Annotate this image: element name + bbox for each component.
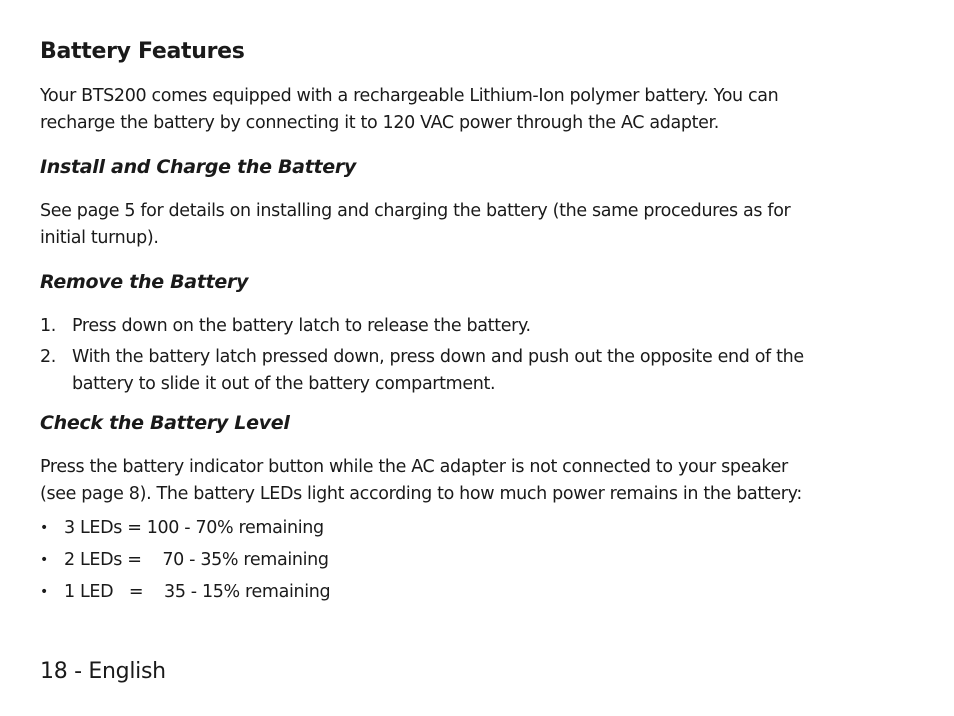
step-number: 2.	[40, 347, 56, 367]
intro-line: Your BTS200 comes equipped with a rechargeable Lithium-Ion polymer battery. You can	[40, 86, 779, 106]
page-title: Battery Features	[40, 39, 245, 64]
install-line: See page 5 for details on installing and charging the battery (the same procedures as for	[40, 201, 791, 221]
bullet-text: 3 LEDs = 100 - 70% remaining	[64, 518, 324, 538]
install-heading: Install and Charge the Battery	[40, 156, 356, 178]
step-text	[72, 344, 912, 398]
step-text	[72, 313, 912, 340]
check-line: (see page 8). The battery LEDs light according to how much power remains in the battery:	[40, 484, 802, 504]
step-item	[40, 344, 900, 398]
intro-line: recharge the battery by connecting it to 120 VAC power through the AC adapter.	[40, 113, 719, 133]
check-line: Press the battery indicator button while the AC adapter is not connected to your speaker	[40, 457, 788, 477]
bullet-text: 2 LEDs = 70 - 35% remaining	[64, 550, 329, 570]
step-line: With the battery latch pressed down, press down and push out the opposite end of the	[72, 347, 804, 367]
bullet-dot-icon: •	[40, 584, 48, 600]
check-paragraph	[40, 454, 900, 508]
bullet-text: 1 LED = 35 - 15% remaining	[64, 582, 331, 602]
bullet-dot-icon: •	[40, 552, 48, 568]
step-line: Press down on the battery latch to release the battery.	[72, 316, 531, 336]
install-paragraph	[40, 198, 900, 252]
bullet-dot-icon: •	[40, 520, 48, 536]
step-item	[40, 313, 900, 340]
install-line: initial turnup).	[40, 228, 159, 248]
step-line: battery to slide it out of the battery compartment.	[72, 374, 496, 394]
check-heading: Check the Battery Level	[40, 412, 290, 434]
step-number: 1.	[40, 316, 56, 336]
page-footer: 18 - English	[40, 659, 166, 684]
intro-paragraph	[40, 83, 900, 137]
remove-heading: Remove the Battery	[40, 271, 249, 293]
